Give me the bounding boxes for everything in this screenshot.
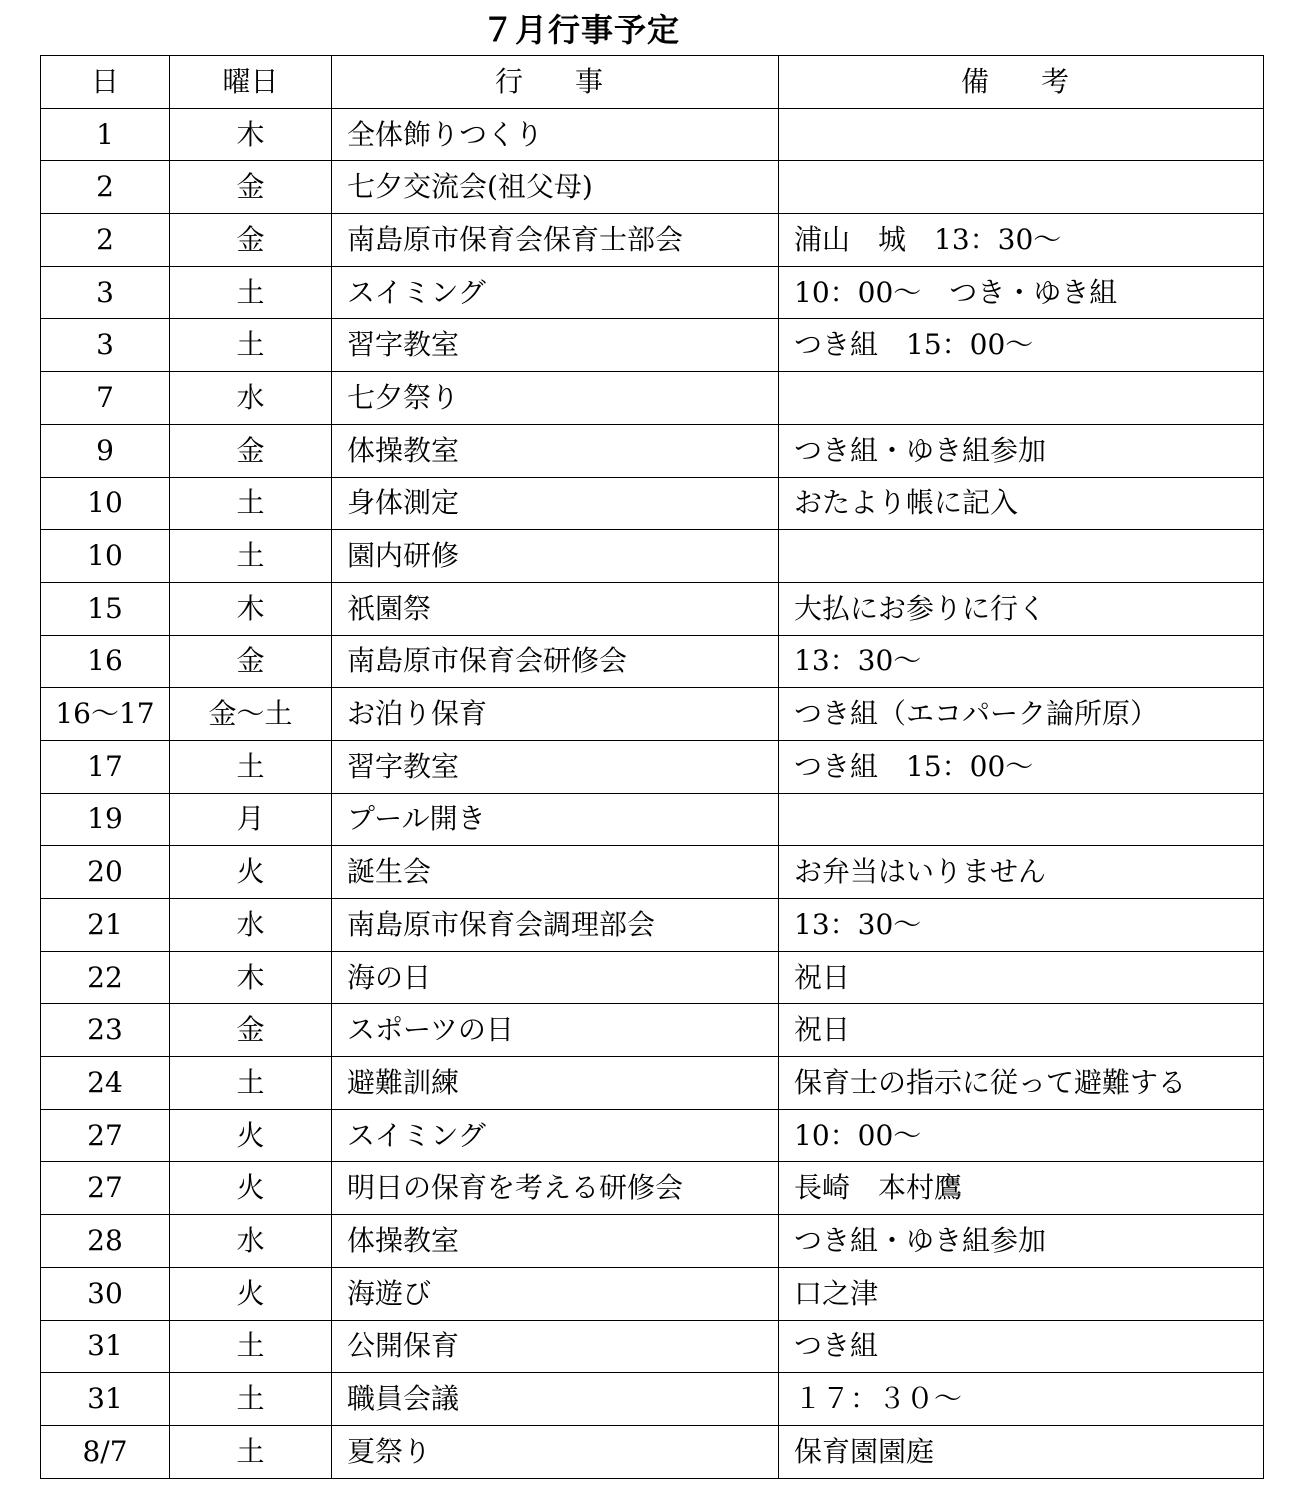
page-title: ７月行事予定	[482, 11, 681, 49]
table-row	[41, 1109, 1264, 1162]
cell-note: つき組・ゆき組参加	[779, 1215, 1264, 1268]
table-row	[41, 582, 1264, 635]
cell-note: つき組 15：00～	[779, 740, 1264, 793]
cell-note: １７：３０～	[779, 1373, 1264, 1426]
cell-note: 浦山 城 13：30～	[779, 214, 1264, 267]
cell-weekday: 木	[170, 582, 332, 635]
cell-event: 職員会議	[332, 1373, 779, 1426]
cell-note: 保育士の指示に従って避難する	[779, 1057, 1264, 1110]
cell-day: 3	[41, 319, 170, 372]
table-row	[41, 1004, 1264, 1057]
cell-event: 南島原市保育会保育士部会	[332, 214, 779, 267]
cell-event: 誕生会	[332, 846, 779, 899]
cell-weekday: 火	[170, 846, 332, 899]
table-row	[41, 372, 1264, 425]
cell-day: 17	[41, 740, 170, 793]
cell-note: 13：30～	[779, 635, 1264, 688]
cell-day: 7	[41, 372, 170, 425]
cell-event: 園内研修	[332, 530, 779, 583]
cell-day: 16	[41, 635, 170, 688]
cell-day: 27	[41, 1162, 170, 1215]
cell-note	[779, 793, 1264, 846]
cell-day: 2	[41, 161, 170, 214]
table-row	[41, 688, 1264, 741]
cell-day: 31	[41, 1373, 170, 1426]
cell-day: 20	[41, 846, 170, 899]
table-row	[41, 1162, 1264, 1215]
cell-note: 保育園園庭	[779, 1425, 1264, 1478]
schedule-table	[40, 55, 1264, 1479]
table-row	[41, 1057, 1264, 1110]
header-row	[41, 56, 1264, 109]
cell-event: 習字教室	[332, 740, 779, 793]
cell-event: お泊り保育	[332, 688, 779, 741]
table-row	[41, 108, 1264, 161]
cell-weekday: 火	[170, 1109, 332, 1162]
cell-day: 28	[41, 1215, 170, 1268]
table-row	[41, 1320, 1264, 1373]
table-row	[41, 319, 1264, 372]
cell-day: 2	[41, 214, 170, 267]
cell-note	[779, 161, 1264, 214]
cell-event: 身体測定	[332, 477, 779, 530]
cell-day: 9	[41, 424, 170, 477]
cell-day: 24	[41, 1057, 170, 1110]
cell-day: 3	[41, 266, 170, 319]
cell-weekday: 金～土	[170, 688, 332, 741]
cell-event: スイミング	[332, 1109, 779, 1162]
cell-note: つき組（エコパーク論所原）	[779, 688, 1264, 741]
cell-event: 七夕祭り	[332, 372, 779, 425]
column-header-event: 行 事	[332, 56, 779, 109]
table-row	[41, 266, 1264, 319]
cell-event: 避難訓練	[332, 1057, 779, 1110]
cell-event: スイミング	[332, 266, 779, 319]
cell-weekday: 火	[170, 1267, 332, 1320]
cell-event: 七夕交流会(祖父母)	[332, 161, 779, 214]
cell-note: つき組	[779, 1320, 1264, 1373]
cell-weekday: 水	[170, 899, 332, 952]
cell-weekday: 土	[170, 1057, 332, 1110]
cell-note: お弁当はいりません	[779, 846, 1264, 899]
cell-day: 22	[41, 951, 170, 1004]
schedule-body	[41, 108, 1264, 1478]
table-row	[41, 1215, 1264, 1268]
table-row	[41, 899, 1264, 952]
cell-event: 夏祭り	[332, 1425, 779, 1478]
cell-weekday: 金	[170, 424, 332, 477]
cell-weekday: 土	[170, 740, 332, 793]
cell-weekday: 木	[170, 951, 332, 1004]
column-header-day: 日	[41, 56, 170, 109]
table-row	[41, 214, 1264, 267]
cell-event: 明日の保育を考える研修会	[332, 1162, 779, 1215]
table-row	[41, 530, 1264, 583]
cell-day: 19	[41, 793, 170, 846]
cell-event: 体操教室	[332, 1215, 779, 1268]
cell-day: 1	[41, 108, 170, 161]
cell-day: 10	[41, 530, 170, 583]
cell-day: 15	[41, 582, 170, 635]
cell-note: つき組・ゆき組参加	[779, 424, 1264, 477]
cell-note: 祝日	[779, 951, 1264, 1004]
cell-event: 南島原市保育会調理部会	[332, 899, 779, 952]
table-row	[41, 477, 1264, 530]
cell-weekday: 金	[170, 635, 332, 688]
cell-event: 海の日	[332, 951, 779, 1004]
table-row	[41, 846, 1264, 899]
cell-note	[779, 372, 1264, 425]
cell-day: 16～17	[41, 688, 170, 741]
cell-day: 10	[41, 477, 170, 530]
cell-weekday: 土	[170, 1320, 332, 1373]
cell-note: 10：00～	[779, 1109, 1264, 1162]
cell-day: 27	[41, 1109, 170, 1162]
cell-event: 習字教室	[332, 319, 779, 372]
cell-weekday: 土	[170, 319, 332, 372]
cell-weekday: 金	[170, 161, 332, 214]
cell-weekday: 火	[170, 1162, 332, 1215]
table-row	[41, 793, 1264, 846]
cell-day: 21	[41, 899, 170, 952]
cell-weekday: 土	[170, 1425, 332, 1478]
cell-note	[779, 530, 1264, 583]
table-row	[41, 1267, 1264, 1320]
cell-weekday: 土	[170, 477, 332, 530]
cell-note: 大払にお参りに行く	[779, 582, 1264, 635]
cell-day: 30	[41, 1267, 170, 1320]
column-header-weekday: 曜日	[170, 56, 332, 109]
cell-note	[779, 108, 1264, 161]
table-row	[41, 161, 1264, 214]
cell-day: 8/7	[41, 1425, 170, 1478]
table-row	[41, 740, 1264, 793]
cell-event: プール開き	[332, 793, 779, 846]
cell-weekday: 土	[170, 1373, 332, 1426]
cell-weekday: 金	[170, 1004, 332, 1057]
cell-note: 13：30～	[779, 899, 1264, 952]
table-row	[41, 635, 1264, 688]
cell-note: おたより帳に記入	[779, 477, 1264, 530]
cell-event: 南島原市保育会研修会	[332, 635, 779, 688]
cell-note: 口之津	[779, 1267, 1264, 1320]
cell-weekday: 水	[170, 372, 332, 425]
cell-event: 全体飾りつくり	[332, 108, 779, 161]
cell-day: 31	[41, 1320, 170, 1373]
cell-note: 10：00～ つき・ゆき組	[779, 266, 1264, 319]
cell-weekday: 土	[170, 266, 332, 319]
cell-event: 体操教室	[332, 424, 779, 477]
cell-event: 公開保育	[332, 1320, 779, 1373]
table-row	[41, 1373, 1264, 1426]
cell-note: 祝日	[779, 1004, 1264, 1057]
cell-event: 祇園祭	[332, 582, 779, 635]
cell-day: 23	[41, 1004, 170, 1057]
column-header-note: 備 考	[779, 56, 1264, 109]
cell-note: つき組 15：00～	[779, 319, 1264, 372]
cell-weekday: 月	[170, 793, 332, 846]
table-row	[41, 424, 1264, 477]
cell-note: 長崎 本村鷹	[779, 1162, 1264, 1215]
cell-weekday: 水	[170, 1215, 332, 1268]
cell-event: スポーツの日	[332, 1004, 779, 1057]
table-row	[41, 951, 1264, 1004]
cell-event: 海遊び	[332, 1267, 779, 1320]
cell-weekday: 土	[170, 530, 332, 583]
table-row	[41, 1425, 1264, 1478]
cell-weekday: 金	[170, 214, 332, 267]
cell-weekday: 木	[170, 108, 332, 161]
